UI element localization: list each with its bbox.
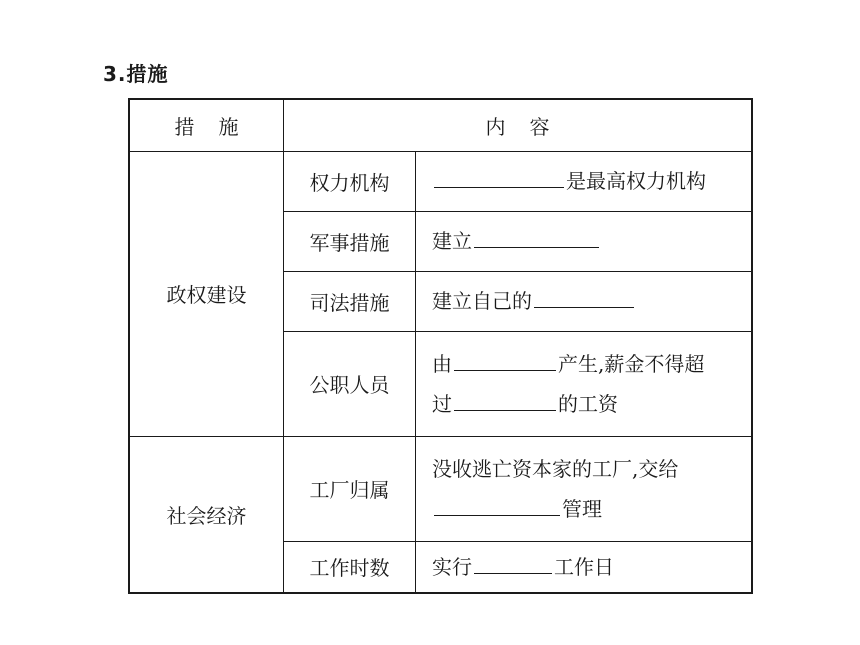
group-social: 社会经济 (129, 436, 284, 593)
section-heading: 3.措施 (103, 62, 169, 86)
row-item: 工作时数 (284, 541, 416, 593)
row-content (416, 211, 753, 271)
table-header-row (129, 99, 752, 151)
row-item: 公职人员 (284, 331, 416, 436)
content-text: 由 (432, 351, 452, 376)
row-content (416, 436, 753, 541)
content-text: 工作日 (554, 554, 614, 579)
measures-table (128, 98, 753, 594)
header-content: 内容 (284, 99, 753, 151)
row-item: 司法措施 (284, 271, 416, 331)
row-content (416, 541, 753, 593)
row-item: 权力机构 (284, 151, 416, 211)
row-content (416, 271, 753, 331)
fill-blank[interactable] (474, 551, 552, 574)
content-text: 的工资 (558, 391, 618, 416)
content-text: 建立 (432, 229, 472, 253)
content-text: 建立自己的 (432, 289, 532, 313)
content-text: 管理 (562, 496, 602, 521)
content-text: 过 (432, 391, 452, 416)
header-measures: 措施 (129, 99, 284, 151)
content-text: 实行 (432, 554, 472, 579)
fill-blank[interactable] (434, 493, 560, 516)
row-content (416, 151, 753, 211)
fill-blank[interactable] (454, 348, 556, 371)
table-row (129, 436, 752, 541)
content-text: 没收逃亡资本家的工厂,交给 (432, 456, 679, 481)
table-row (129, 151, 752, 211)
fill-blank[interactable] (474, 225, 599, 248)
fill-blank[interactable] (434, 165, 564, 188)
row-content (416, 331, 753, 436)
fill-blank[interactable] (534, 285, 634, 308)
content-text: 是最高权力机构 (566, 169, 706, 193)
fill-blank[interactable] (454, 388, 556, 411)
row-item: 军事措施 (284, 211, 416, 271)
row-item: 工厂归属 (284, 436, 416, 541)
content-text: 产生,薪金不得超 (558, 351, 705, 376)
group-political: 政权建设 (129, 151, 284, 436)
